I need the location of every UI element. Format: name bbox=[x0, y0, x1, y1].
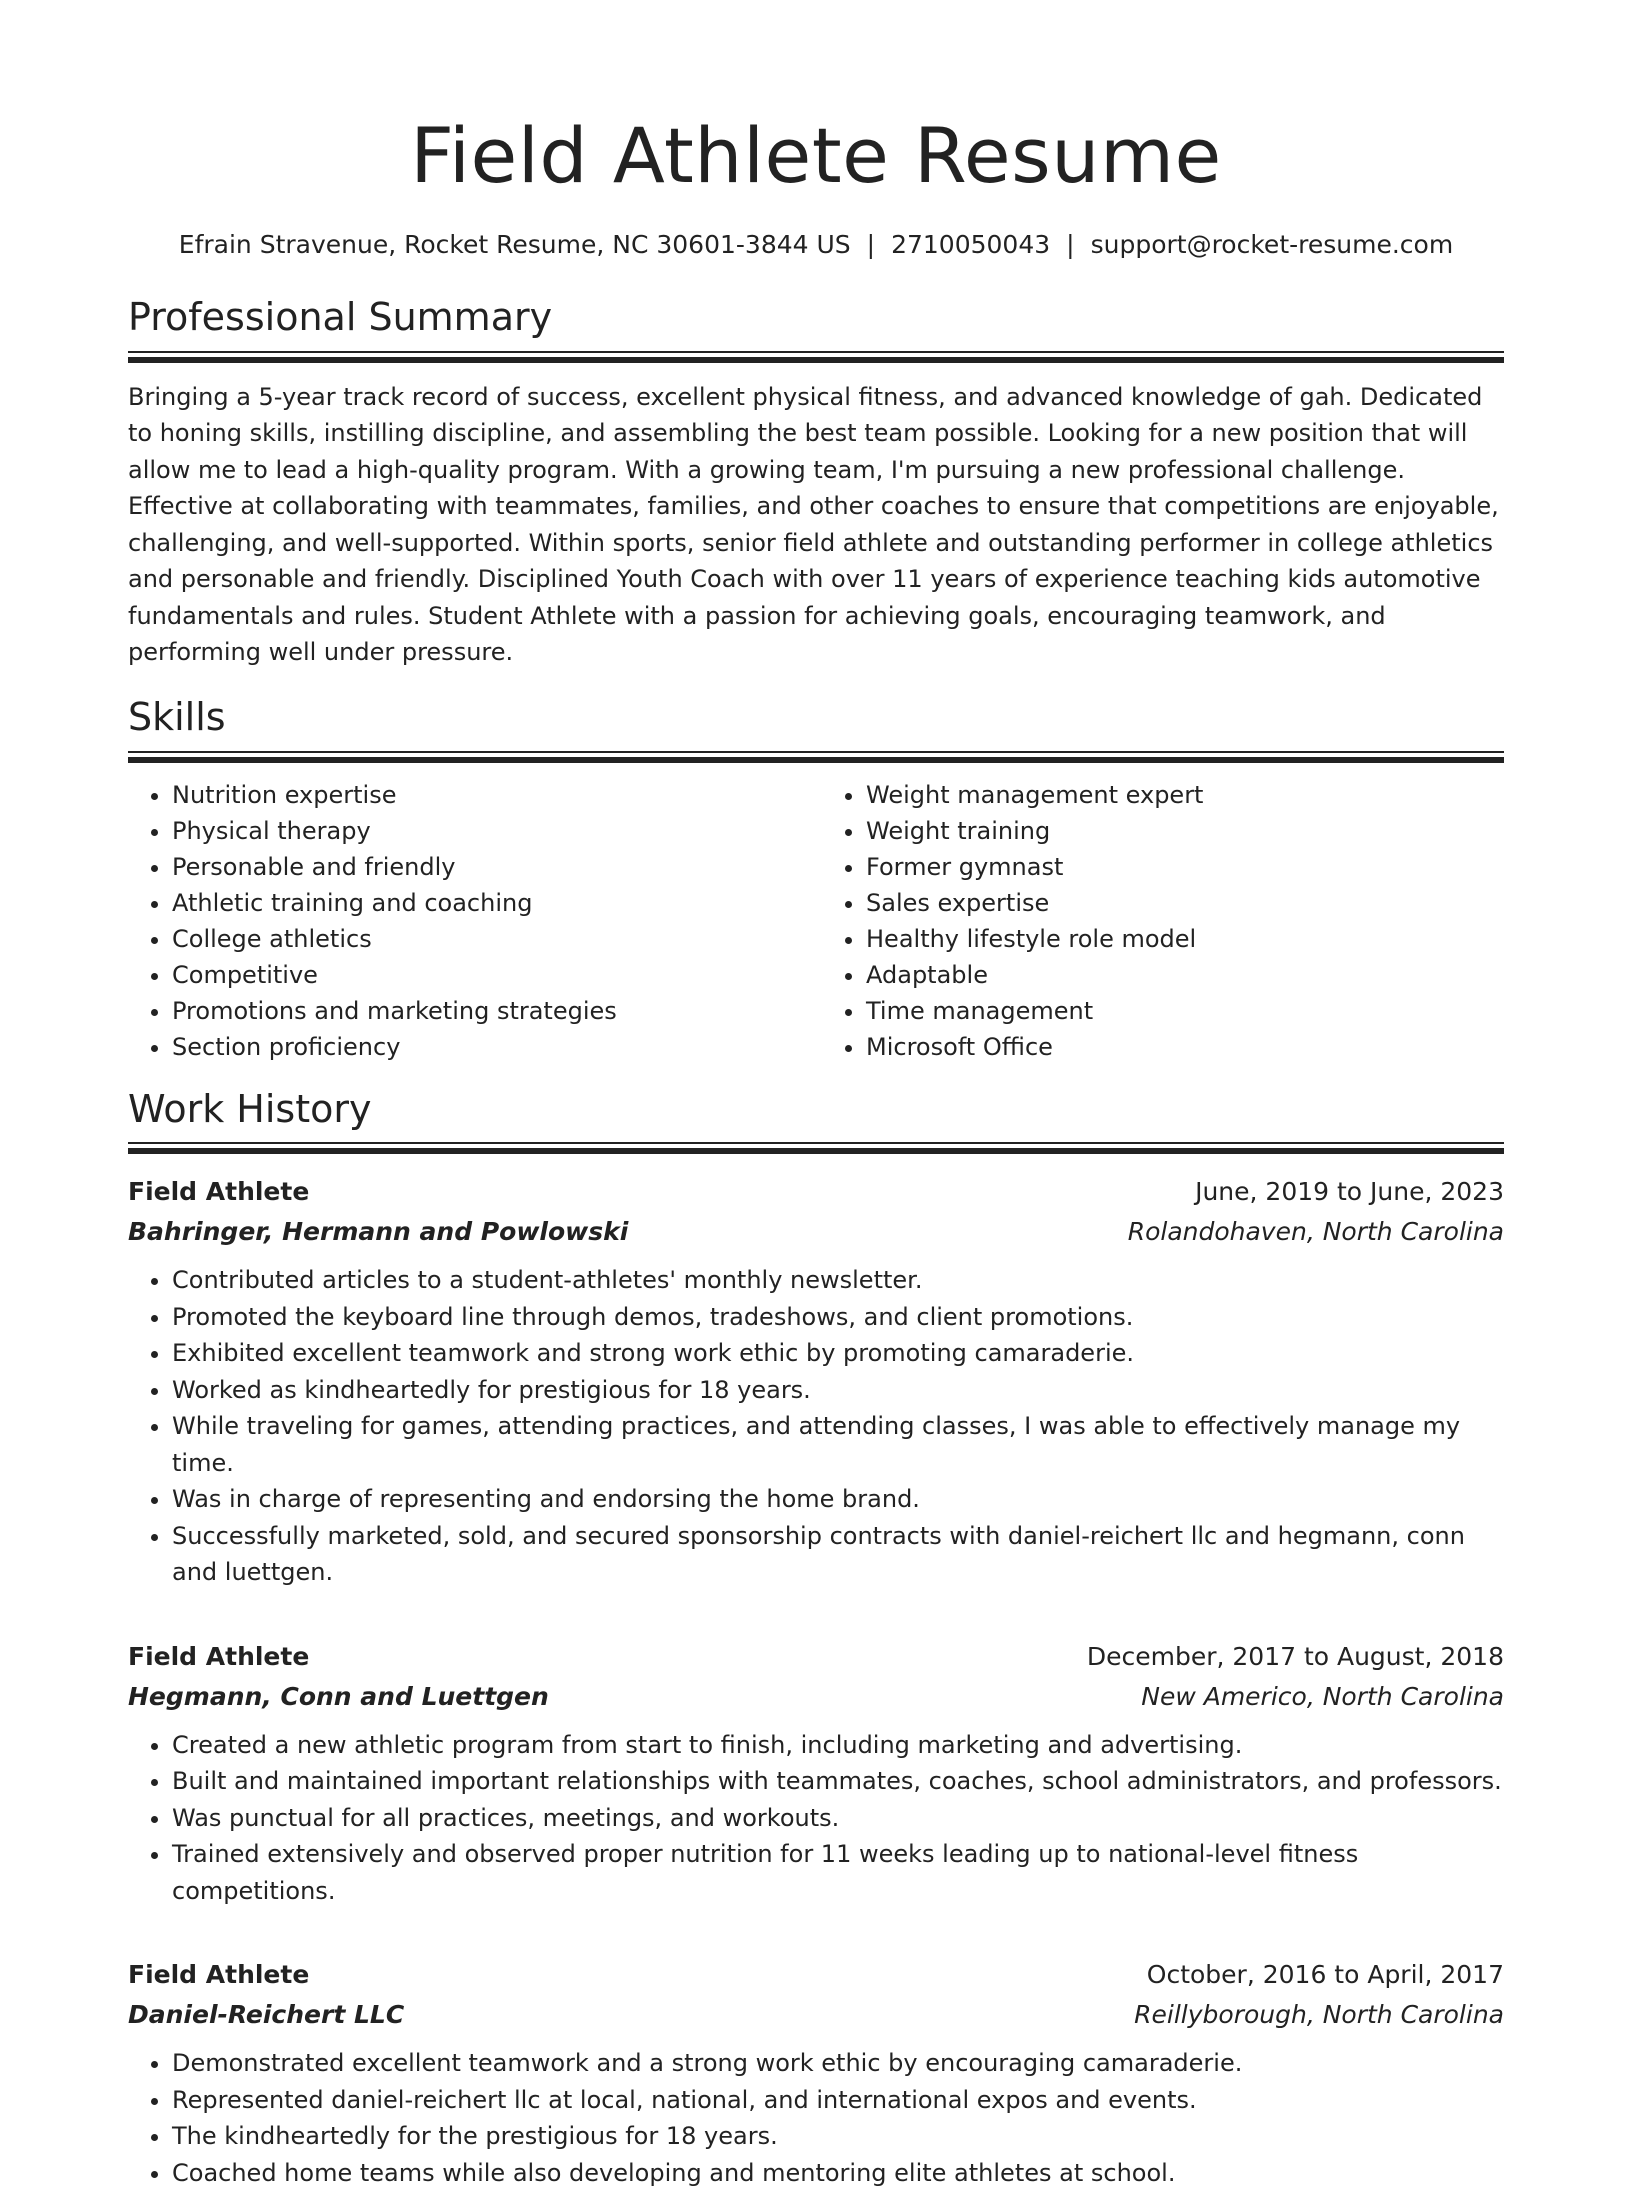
skills-heading: Skills bbox=[128, 694, 226, 739]
contact-address: Efrain Stravenue, Rocket Resume, NC 30601-3844 US bbox=[178, 230, 851, 259]
job-company: Hegmann, Conn and Luettgen bbox=[128, 1681, 549, 1711]
job-bullet: • While traveling for games, attending practices, and attending classes, I was able to effectively manage my time. bbox=[172, 1408, 1504, 1481]
job-bullet: • Represented daniel-reichert llc at local, national, and international expos and events. bbox=[172, 2082, 1504, 2119]
job-company: Bahringer, Hermann and Powlowski bbox=[128, 1217, 629, 1247]
skill-item: • Weight training bbox=[866, 813, 1504, 849]
job-bullets bbox=[128, 1727, 1504, 1910]
job-bullet: • Was in charge of representing and endorsing the home brand. bbox=[172, 1481, 1504, 1518]
skill-item: • Time management bbox=[866, 993, 1504, 1029]
job-location: Reillyborough, North Carolina bbox=[1134, 2000, 1504, 2030]
skill-item: • Former gymnast bbox=[866, 849, 1504, 885]
skill-item: • Competitive bbox=[172, 957, 816, 993]
section-divider bbox=[128, 751, 1504, 763]
contact-line bbox=[128, 230, 1504, 259]
skill-item: • Healthy lifestyle role model bbox=[866, 921, 1504, 957]
job-bullet: • Contributed articles to a student-athletes' monthly newsletter. bbox=[172, 1262, 1504, 1299]
job-bullet: • Exhibited excellent teamwork and strong work ethic by promoting camaraderie. bbox=[172, 1335, 1504, 1372]
skills-section bbox=[128, 694, 1504, 1065]
summary-heading: Professional Summary bbox=[128, 295, 553, 339]
job-bullet: • Worked as kindheartedly for prestigious for 18 years. bbox=[172, 1372, 1504, 1409]
job-header-row bbox=[128, 1637, 1504, 1677]
job-bullets bbox=[128, 1262, 1504, 1591]
job-bullet: • Coached home teams while also developing and mentoring elite athletes at school. bbox=[172, 2155, 1504, 2191]
job-company: Daniel-Reichert LLC bbox=[128, 2000, 405, 2030]
job-subheader-row bbox=[128, 1995, 1504, 2035]
job-subheader-row bbox=[128, 1677, 1504, 1717]
skill-item: • Athletic training and coaching bbox=[172, 885, 816, 921]
job-header-row bbox=[128, 1955, 1504, 1995]
job-title: Field Athlete bbox=[128, 1960, 310, 1990]
skill-item: • Section proficiency bbox=[172, 1029, 816, 1065]
job-subheader-row bbox=[128, 1212, 1504, 1252]
section-divider bbox=[128, 1142, 1504, 1154]
job-entry bbox=[128, 1637, 1504, 1910]
summary-section bbox=[128, 297, 1504, 671]
job-bullet: • Successfully marketed, sold, and secured sponsorship contracts with daniel-reichert llc and hegmann, conn and luettgen. bbox=[172, 1518, 1504, 1591]
job-header-row bbox=[128, 1172, 1504, 1212]
resume-title: Field Athlete Resume bbox=[410, 111, 1222, 200]
skills-columns bbox=[128, 777, 1504, 1065]
job-title: Field Athlete bbox=[128, 1177, 310, 1207]
skill-item: • Personable and friendly bbox=[172, 849, 816, 885]
skill-item: • Sales expertise bbox=[866, 885, 1504, 921]
contact-separator: | bbox=[866, 230, 876, 259]
job-bullet: • Built and maintained important relationships with teammates, coaches, school administrators, and professors. bbox=[172, 1763, 1504, 1800]
job-location: Rolandohaven, North Carolina bbox=[1127, 1217, 1504, 1247]
work-section bbox=[128, 1086, 1504, 2191]
contact-email: support@rocket-resume.com bbox=[1090, 230, 1454, 259]
job-bullet: • Promoted the keyboard line through demos, tradeshows, and client promotions. bbox=[172, 1299, 1504, 1336]
job-dates: October, 2016 to April, 2017 bbox=[1146, 1960, 1504, 1990]
job-entry bbox=[128, 1955, 1504, 2191]
skill-item: • Weight management expert bbox=[866, 777, 1504, 813]
skill-item: • Physical therapy bbox=[172, 813, 816, 849]
job-title: Field Athlete bbox=[128, 1641, 310, 1671]
job-bullet: • The kindheartedly for the prestigious for 18 years. bbox=[172, 2118, 1504, 2155]
job-dates: December, 2017 to August, 2018 bbox=[1086, 1641, 1504, 1671]
job-bullet: • Demonstrated excellent teamwork and a strong work ethic by encouraging camaraderie. bbox=[172, 2045, 1504, 2082]
skill-item: • Nutrition expertise bbox=[172, 777, 816, 813]
job-bullet: • Created a new athletic program from start to finish, including marketing and advertising. bbox=[172, 1727, 1504, 1764]
skill-item: • College athletics bbox=[172, 921, 816, 957]
job-bullet: • Trained extensively and observed proper nutrition for 11 weeks leading up to national-level fitness competitions. bbox=[172, 1836, 1504, 1909]
summary-text: Bringing a 5-year track record of success, excellent physical fitness, and advanced knowledge of gah. Dedicated to honing skills, instilling discipline, and assembling the best team possible. Looking for a new position that will allow me to lead a high-quality program. With a growing team, I'm pursuing a new professional challenge. Effective at collaborating with teammates, families, and other coaches to ensure that competitions are enjoyable, challenging, and well-supported. Within sports, senior field athlete and outstanding performer in college athletics and personable and friendly. Disciplined Youth Coach with over 11 years of experience teaching kids automotive fundamentals and rules. Student Athlete with a passion for achieving goals, encouraging teamwork, and performing well under pressure. bbox=[128, 382, 1499, 667]
skill-item: • Adaptable bbox=[866, 957, 1504, 993]
job-bullet: • Was punctual for all practices, meetings, and workouts. bbox=[172, 1800, 1504, 1837]
job-location: New Americo, North Carolina bbox=[1141, 1681, 1504, 1711]
job-bullets bbox=[128, 2045, 1504, 2191]
skill-item: • Promotions and marketing strategies bbox=[172, 993, 816, 1029]
section-divider bbox=[128, 351, 1504, 363]
contact-phone: 2710050043 bbox=[891, 230, 1051, 259]
contact-separator: | bbox=[1066, 230, 1075, 259]
skill-item: • Microsoft Office bbox=[866, 1029, 1504, 1065]
skills-list-left bbox=[128, 777, 816, 1065]
skills-list-right bbox=[816, 777, 1504, 1065]
work-heading: Work History bbox=[128, 1086, 372, 1131]
job-list bbox=[128, 1172, 1504, 2191]
job-dates: June, 2019 to June, 2023 bbox=[1195, 1177, 1504, 1207]
job-entry bbox=[128, 1172, 1504, 1591]
